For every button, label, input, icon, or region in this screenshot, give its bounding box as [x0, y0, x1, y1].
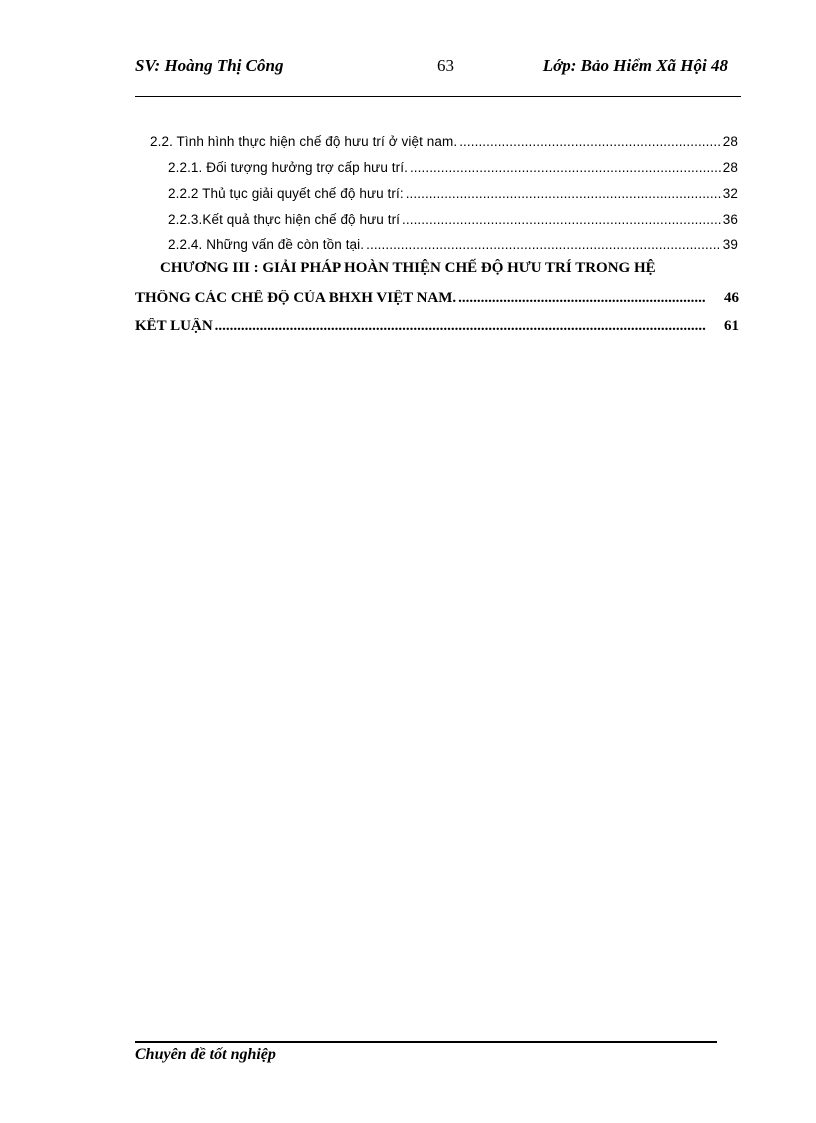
toc-entry-2-2-3 — [168, 212, 738, 227]
header-divider — [135, 96, 741, 97]
toc-entry-page: 28 — [722, 134, 738, 149]
toc-chapter-3-title-line2: THỐNG CÁC CHẾ ĐỘ CỦA BHXH VIỆT NAM. — [135, 290, 457, 306]
toc-entry-title: 2.2. Tình hình thực hiện chế độ hưu trí ở việt nam. — [150, 134, 458, 149]
toc-entry-title: 2.2.4. Những vấn đề còn tồn tại. — [168, 237, 365, 252]
class-name: Lớp: Bảo Hiểm Xã Hội 48 — [542, 56, 728, 75]
toc-chapter-3-title-line1: CHƯƠNG III : GIẢI PHÁP HOÀN THIỆN CHẾ ĐỘ HƯU TRÍ TRONG HỆ — [160, 260, 656, 276]
student-name: SV: Hoàng Thị Công — [135, 56, 284, 75]
toc-entry-page: 39 — [722, 237, 738, 252]
toc-entry-title: 2.2.2 Thủ tục giải quyết chế độ hưu trí: — [168, 186, 404, 201]
dot-leader — [402, 212, 721, 227]
toc-entry-page: 46 — [724, 290, 739, 306]
dot-leader — [406, 186, 721, 201]
footer-divider — [135, 1041, 717, 1043]
toc-entry-conclusion — [135, 318, 739, 335]
page-footer: Chuyên đề tốt nghiệp — [135, 1046, 276, 1063]
toc-entry-page: 61 — [724, 318, 739, 334]
page-number: 63 — [437, 56, 454, 75]
toc-entry-title: 2.2.3.Kết quả thực hiện chế độ hưu trí — [168, 212, 401, 227]
toc-entry-page: 32 — [722, 186, 738, 201]
page-header — [135, 56, 740, 82]
toc-entry-title: KẾT LUẬN — [135, 318, 213, 334]
toc-entry-2-2-2 — [168, 186, 738, 201]
toc-entry-chapter-3 — [135, 290, 739, 307]
toc-entry-title: 2.2.1. Đối tượng hưởng trợ cấp hưu trí. — [168, 160, 408, 175]
dot-leader — [459, 134, 721, 149]
dot-leader — [215, 318, 706, 335]
dot-leader — [458, 290, 706, 307]
toc-entry-page: 36 — [722, 212, 738, 227]
toc-entry-2-2-4 — [168, 237, 738, 252]
toc-entry-2-2 — [150, 134, 738, 149]
toc-entry-2-2-1 — [168, 160, 738, 175]
toc-entry-page: 28 — [722, 160, 738, 175]
dot-leader — [410, 160, 721, 175]
dot-leader — [366, 237, 721, 252]
